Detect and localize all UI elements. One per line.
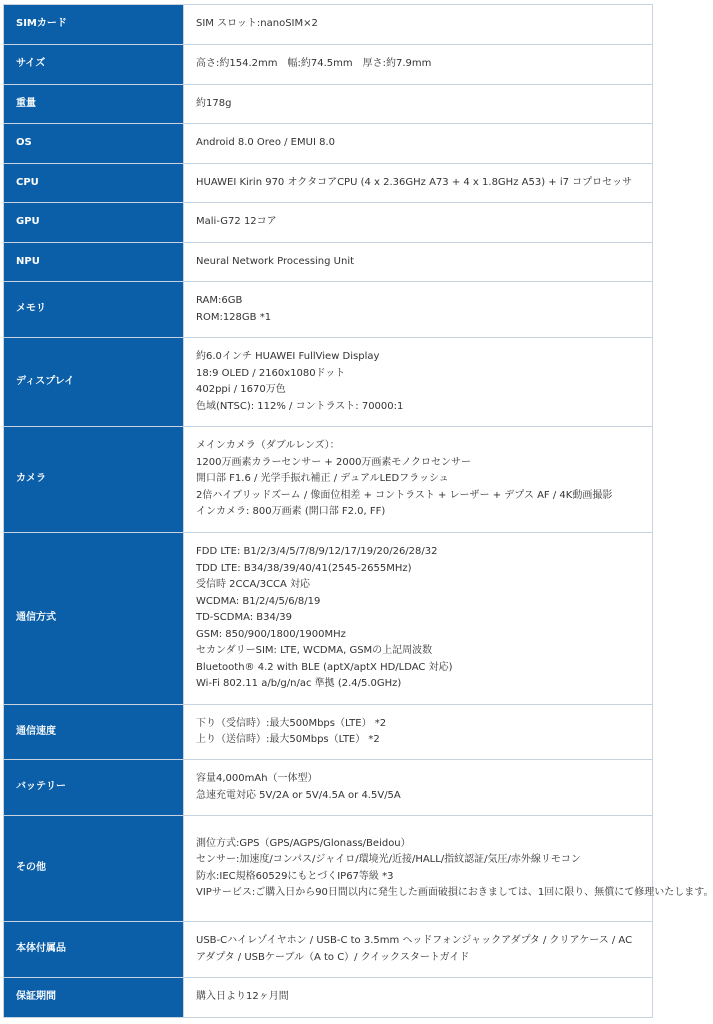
spec-value-line: HUAWEI Kirin 970 オクタコアCPU (4 x 2.36GHz A73 + 4 x 1.8GHz A53) + i7 コプロセッサ (196, 176, 633, 188)
spec-value-line: Bluetooth® 4.2 with BLE (aptX/aptX HD/LDAC 対応) (196, 661, 453, 673)
spec-value-line: FDD LTE: B1/2/3/4/5/7/8/9/12/17/19/20/26/28/32 (196, 546, 438, 558)
spec-row (4, 978, 653, 1018)
spec-value-line: 2倍ハイブリッドズーム / 像面位相差 + コントラスト + レーザー + デプス AF / 4K動画撮影 (196, 489, 613, 501)
spec-row (4, 124, 653, 164)
spec-value-line: Neural Network Processing Unit (196, 255, 355, 267)
spec-label: 通信方式 (4, 533, 184, 705)
spec-value-line: 測位方式:GPS（GPS/AGPS/Glonass/Beidou） (196, 837, 411, 849)
spec-value-line: 1200万画素カラーセンサー + 2000万画素モノクロセンサー (196, 456, 472, 468)
spec-row (4, 5, 653, 45)
spec-value-line: 高さ:約154.2mm 幅:約74.5mm 厚さ:約7.9mm (196, 58, 432, 70)
spec-value-line: SIM スロット:nanoSIM×2 (196, 18, 318, 30)
spec-value (184, 85, 653, 124)
spec-label: ディスプレイ (4, 338, 184, 427)
spec-row (4, 533, 653, 705)
spec-value-line: 防水:IEC規格60529にもとづくIP67等級 *3 (196, 870, 394, 882)
spec-value-line: 約6.0インチ HUAWEI FullView Display (196, 351, 380, 362)
spec-value-line: VIPサービス:ご購入日から90日間以内に発生した画面破損におきましては、1回に限り、無償にて修理いたします。 (196, 887, 713, 898)
spec-value (184, 978, 653, 1018)
spec-value-line: TD-SCDMA: B34/39 (196, 612, 292, 624)
spec-row (4, 922, 653, 978)
spec-label: 通信速度 (4, 705, 184, 760)
spec-value (184, 760, 653, 816)
spec-value-line: セカンダリーSIM: LTE, WCDMA, GSMの上記周波数 (196, 645, 433, 657)
spec-row (4, 164, 653, 203)
spec-value-line: 上り（送信時）:最大50Mbps（LTE） *2 (196, 734, 380, 745)
spec-value (184, 705, 653, 760)
spec-value-line: TDD LTE: B34/38/39/40/41(2545-2655MHz) (196, 562, 412, 574)
spec-label: メモリ (4, 282, 184, 338)
spec-value-line: Android 8.0 Oreo / EMUI 8.0 (196, 137, 335, 149)
spec-table (3, 4, 713, 1018)
spec-value (184, 282, 653, 338)
spec-value-line: Wi-Fi 802.11 a/b/g/n/ac 準拠 (2.4/5.0GHz) (196, 678, 402, 690)
spec-value-line: 急速充電対応 5V/2A or 5V/4.5A or 4.5V/5A (196, 789, 401, 801)
spec-label: NPU (4, 243, 184, 282)
spec-value-line: 402ppi / 1670万色 (196, 384, 286, 395)
spec-value (184, 45, 653, 85)
spec-value (184, 5, 653, 45)
spec-value (184, 243, 653, 282)
spec-value-line: センサー:加速度/コンパス/ジャイロ/環境光/近接/HALL/指紋認証/気圧/赤外線リモコン (196, 854, 581, 865)
spec-value-line: WCDMA: B1/2/4/5/6/8/19 (196, 595, 321, 607)
spec-row (4, 243, 653, 282)
spec-label: カメラ (4, 427, 184, 533)
spec-row (4, 85, 653, 124)
spec-value-line: 容量4,000mAh（一体型） (196, 773, 318, 784)
spec-value (184, 816, 713, 922)
spec-value-line: 色域(NTSC): 112% / コントラスト: 70000:1 (196, 400, 404, 412)
spec-row (4, 45, 653, 85)
spec-row (4, 203, 653, 243)
spec-value (184, 922, 653, 978)
spec-value-line: 開口部 F1.6 / 光学手振れ補正 / デュアルLEDフラッシュ (196, 473, 449, 485)
spec-value (184, 338, 653, 427)
spec-table-body (4, 5, 713, 1018)
spec-value-line: USB-Cハイレゾイヤホン / USB-C to 3.5mm ヘッドフォンジャックアダプタ / クリアケース / ACアダプタ / USBケーブル（A to C）/ クイックスタートガイド (196, 935, 633, 963)
spec-value-line: Mali-G72 12コア (196, 216, 277, 228)
spec-value (184, 427, 653, 533)
spec-label: サイズ (4, 45, 184, 85)
spec-value-line: 受信時 2CCA/3CCA 対応 (196, 579, 311, 591)
spec-label: GPU (4, 203, 184, 243)
spec-row (4, 282, 653, 338)
spec-value (184, 124, 653, 164)
spec-label: 本体付属品 (4, 922, 184, 978)
spec-value (184, 533, 653, 705)
spec-label: バッテリー (4, 760, 184, 816)
spec-value-line: メインカメラ（ダブルレンズ）： (196, 440, 340, 452)
spec-label: OS (4, 124, 184, 164)
spec-value-line: ROM:128GB *1 (196, 311, 272, 323)
spec-value-line: インカメラ: 800万画素 (開口部 F2.0, FF) (196, 506, 386, 518)
spec-label: 重量 (4, 85, 184, 124)
spec-value (184, 203, 653, 243)
spec-label: その他 (4, 816, 184, 922)
spec-value-line: RAM:6GB (196, 295, 243, 306)
spec-value-line: GSM: 850/900/1800/1900MHz (196, 628, 346, 640)
spec-value-line: 購入日より12ヶ月間 (196, 991, 289, 1003)
spec-row (4, 338, 653, 427)
spec-row (4, 705, 653, 760)
spec-label: SIMカード (4, 5, 184, 45)
spec-value (184, 164, 653, 203)
spec-value-line: 約178g (196, 97, 232, 109)
spec-value-line: 18:9 OLED / 2160x1080ドット (196, 367, 346, 379)
spec-row (4, 760, 653, 816)
spec-row (4, 427, 653, 533)
spec-row (4, 816, 653, 922)
spec-label: 保証期間 (4, 978, 184, 1018)
spec-label: CPU (4, 164, 184, 203)
spec-value-line: 下り（受信時）:最大500Mbps（LTE） *2 (196, 717, 387, 729)
